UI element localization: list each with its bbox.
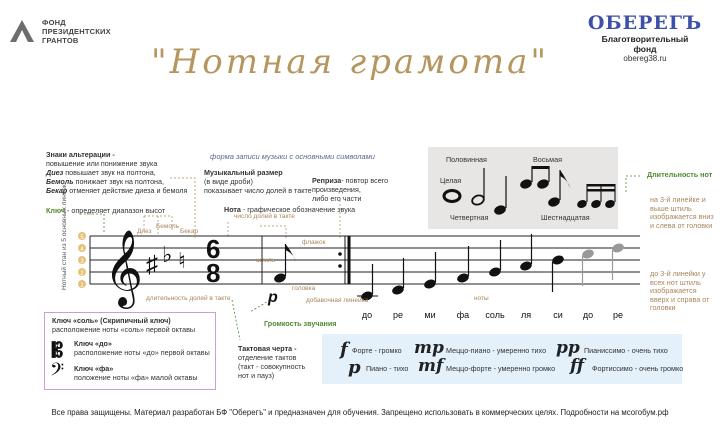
natural-icon: ♮ xyxy=(178,248,186,273)
stem-up-rule: на 3-й линейке и выше штиль изображается вниз и слева от головки xyxy=(650,195,714,230)
note-name: до xyxy=(361,310,373,320)
dyn-text: Фортиссимо - очень громко xyxy=(592,364,684,373)
org-subtitle: Благотворительный xyxy=(601,34,689,44)
note-name: ре xyxy=(612,310,624,320)
note-name: соль xyxy=(485,310,505,320)
meter-desc2: показывает число долей в такте xyxy=(204,186,312,195)
org-subtitle-2: фонд xyxy=(633,44,657,54)
form-title: форма записи музыки с основными символами xyxy=(210,152,375,161)
small-natural-label: Бекар xyxy=(180,228,199,235)
quarter-label: Четвертная xyxy=(450,213,489,222)
sol-clef-title: Ключ «соль» (Скрипичный ключ) xyxy=(52,316,171,325)
page-title: "Нотная грамота" xyxy=(150,42,549,82)
staff-side-label: Нотный стан из 5 основных линеек xyxy=(61,184,68,290)
barline-desc3: нот и пауз) xyxy=(238,371,275,380)
note-name: ля xyxy=(520,310,532,320)
note-desc: - графическое обозначение звука xyxy=(242,205,356,214)
org-name: ОБЕРЕГЪ xyxy=(587,12,703,34)
sixteenth-note-icon xyxy=(576,199,588,210)
staff-line-number: 4 xyxy=(80,247,84,253)
fa-clef-title: Ключ «фа» xyxy=(74,364,114,373)
whole-label: Целая xyxy=(440,176,462,185)
fund-name: ФОНД ПРЕЗИДЕНТСКИХ ГРАНТОВ xyxy=(42,18,111,45)
staff-line-number: 3 xyxy=(80,259,84,265)
ledger-label: добавочная линейка xyxy=(306,297,369,304)
note-title: Нота xyxy=(224,205,241,214)
flag-label: флажок xyxy=(302,239,326,246)
barline-desc2: (такт - совокупность xyxy=(238,362,306,371)
sharp-name: Диез xyxy=(46,168,64,177)
note-name: ре xyxy=(392,310,404,320)
fa-clef-block xyxy=(74,364,214,382)
repeat-title: Реприза xyxy=(312,176,342,185)
scale-notes xyxy=(357,234,625,302)
sharp-icon: ♯ xyxy=(146,251,158,278)
meter-desc1: (в виде дроби) xyxy=(204,177,253,186)
beats-in-bar-label: длительность долей в такте xyxy=(146,295,231,302)
sol-clef-desc: расположение ноты «соль» первой октавы xyxy=(52,325,196,334)
eighth-label: Восьмая xyxy=(533,155,562,164)
note-names xyxy=(362,310,623,320)
dyn-text: Пианиссимо - очень тихо xyxy=(584,346,668,355)
alteration-desc: повышение или понижение звука xyxy=(46,159,158,168)
time-sig-top: 6 xyxy=(206,234,221,264)
repeat-desc1: - повтор всего произведения, xyxy=(312,176,389,194)
key-title: Ключ xyxy=(46,206,65,215)
dyn-text: Меццо-пиано - умеренно тихо xyxy=(446,346,547,355)
dyn-sym: mp xyxy=(414,338,444,358)
barline-desc1: отделение тактов xyxy=(238,353,297,362)
dyn-text: Меццо-форте - умеренно громко xyxy=(446,364,556,373)
note-name: ми xyxy=(424,310,436,320)
note-flag xyxy=(286,244,297,262)
dyn-sym: pp xyxy=(556,338,580,358)
dyn-text: Форте - громко xyxy=(352,346,402,355)
meter-title: Музыкальный размер xyxy=(204,168,283,177)
whole-note-icon xyxy=(444,191,460,202)
staff-line-number: 2 xyxy=(80,271,84,277)
time-sig-bottom: 8 xyxy=(206,258,221,288)
beats-count-label: число долей в такте xyxy=(234,213,295,220)
staff-line-number: 5 xyxy=(80,235,84,241)
alteration-title: Знаки альтерации - xyxy=(46,150,115,159)
small-flat-label: Бемоль xyxy=(156,223,180,230)
flat-desc: понижает звук на полтона, xyxy=(75,177,165,186)
small-sharp-label: Диез xyxy=(137,228,152,235)
dyn-sym: p xyxy=(348,357,361,378)
head-label: головка xyxy=(292,285,316,292)
natural-name: Бекар xyxy=(46,186,68,195)
sol-clef-block xyxy=(52,316,214,334)
note-name: до xyxy=(582,310,594,320)
staff-line-number: 1 xyxy=(80,283,84,289)
footer-text: Все права защищены. Материал разработан БФ "Оберегъ" и предназначен для обучения. Запрещено использовать в коммерческих целях. Подробности на мсогобум.рф xyxy=(51,408,669,417)
natural-desc: отменяет действие диеза и бемоля xyxy=(69,186,188,195)
fa-clef-icon: 𝄢 xyxy=(50,360,65,385)
dyn-sym: ff xyxy=(570,356,585,376)
sixteenth-label: Шестнадцатая xyxy=(541,213,590,222)
sharp-desc: повышает звук на полтона, xyxy=(65,168,156,177)
fa-clef-desc: положение ноты «фа» малой октавы xyxy=(74,373,198,382)
note-name: фа xyxy=(456,310,470,320)
key-desc: - определяет диапазон высот xyxy=(67,206,166,215)
dyn-sym: mf xyxy=(418,356,444,376)
half-label: Половинная xyxy=(446,155,487,164)
duration-title: Длительность нот xyxy=(647,170,713,179)
repeat-desc2: либо его части xyxy=(312,194,362,203)
flat-name: Бемоль xyxy=(46,177,74,186)
org-url: obereg38.ru xyxy=(623,54,667,63)
do-clef-title: Ключ «до» xyxy=(74,339,112,348)
do-clef-desc: расположение ноты «до» первой октавы xyxy=(74,348,210,357)
do-clef-block xyxy=(74,339,214,357)
dynamics-box xyxy=(322,334,682,384)
notes-word: ноты xyxy=(474,295,489,302)
barline-block xyxy=(238,344,328,380)
flat-icon: ♭ xyxy=(162,242,173,267)
barline-title: Тактовая черта - xyxy=(238,344,297,353)
do-clef-icon: 𝄡 xyxy=(52,338,64,362)
dynamic-mark: p xyxy=(268,289,278,306)
stem-down-rule: до 3-й линейки у всех нот штиль изображается вверх и справа от головки xyxy=(650,269,710,312)
quarter-note-icon xyxy=(493,204,507,216)
dyn-text: Пиано - тихо xyxy=(366,364,409,373)
staff-number-guides xyxy=(78,232,86,289)
dyn-sym: f xyxy=(340,339,348,360)
duration-notes xyxy=(444,166,616,216)
half-note-icon xyxy=(471,194,485,206)
note-name: си xyxy=(553,310,563,320)
eighth-note-icon xyxy=(519,178,533,190)
loudness-label: Громкость звучания xyxy=(264,319,337,328)
stem-label: штиль xyxy=(256,257,276,264)
treble-clef-icon: 𝄞 xyxy=(104,230,144,304)
